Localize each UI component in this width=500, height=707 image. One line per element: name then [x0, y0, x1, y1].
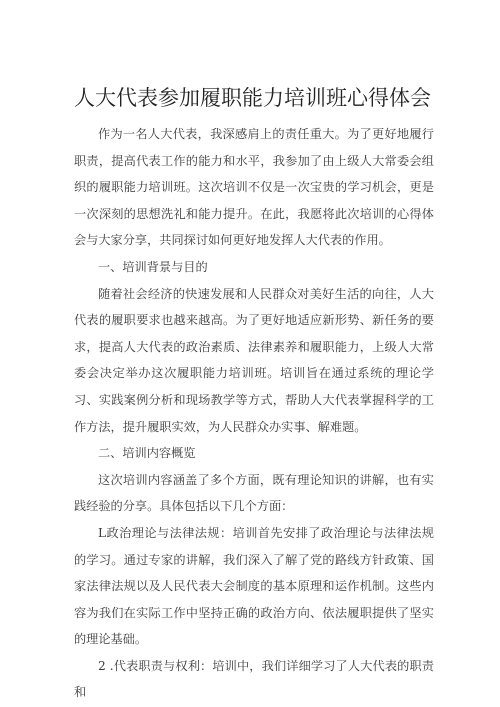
document-title: 人大代表参加履职能力培训班心得体会 — [74, 86, 431, 110]
background-paragraph: 随着社会经济的快速发展和人民群众对美好生活的向往，人大代表的履职要求也越来越高。为了更好地适应新形势、新任务的要求，提高人大代表的政治素质、法律素养和履职能力，上级人大常委会决定举办这次履职能力培训班。培训旨在通过系统的理论学习、实践案例分析和现场教学等方式，帮助人大代表掌握科学的工作方法，提升履职实效，为人民群众办实事、解难题。 — [74, 286, 434, 434]
section-heading-background: 一、培训背景与目的 — [98, 259, 208, 274]
content-overview-paragraph: 这次培训内容涵盖了多个方面，既有理论知识的讲解，也有实践经验的分享。具体包括以下几个方面： — [74, 472, 434, 514]
list-item-duties-and-rights: 2 .代表职责与权利：培训中，我们详细学习了人大代表的职责和 — [74, 658, 434, 700]
list-item-political-theory: L政治理论与法律法规：培训首先安排了政治理论与法律法规的学习。通过专家的讲解，我们深入了解了党的路线方针政策、国家法律法规以及人民代表大会制度的基本原理和运作机制。这些内容为我们在实际工作中坚持正确的政治方向、依法履职提供了坚实的理论基础。 — [74, 525, 434, 647]
intro-paragraph: 作为一名人大代表，我深感肩上的责任重大。为了更好地履行职责，提高代表工作的能力和水平，我参加了由上级人大常委会组织的履职能力培训班。这次培训不仅是一次宝贵的学习机会，更是一次深刻的思想洗礼和能力提升。在此，我愿将此次培训的心得体会与大家分享，共同探讨如何更好地发挥人大代表的作用。 — [74, 127, 434, 248]
document-body — [74, 121, 434, 706]
section-heading-content-overview: 二、培训内容概览 — [98, 446, 196, 461]
